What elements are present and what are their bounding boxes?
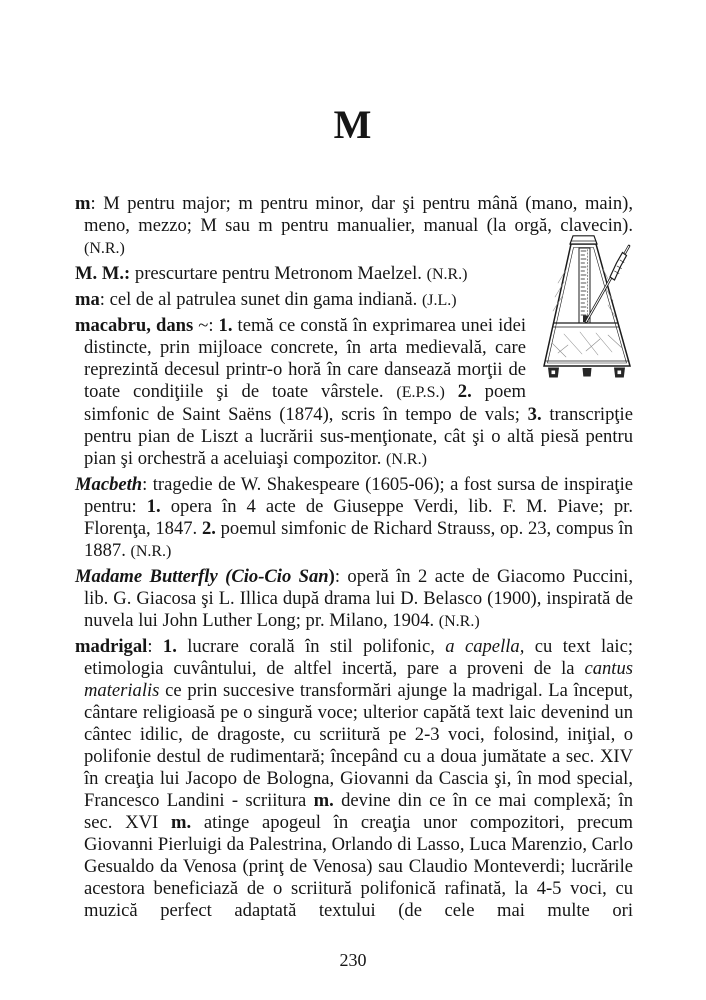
text-run: (N.R.): [130, 543, 172, 560]
entries-rest: [75, 263, 633, 922]
text-run: 1.: [218, 315, 233, 336]
text-run: macabru, dans: [75, 315, 194, 336]
text-run: Macbeth: [75, 474, 143, 495]
metronome-feet: [548, 368, 625, 378]
text-run: (N.R.): [438, 613, 480, 630]
page-content: [75, 193, 633, 922]
text-run: : M pentru major; m pentru minor, dar şi pentru mână (mano, main), meno, mezzo; M sau m pentru manualier, manual (la orgă, clavecin).: [84, 193, 633, 236]
text-run: a capella,: [445, 636, 525, 657]
text-run: 3.: [527, 404, 542, 425]
pendulum-weight: [610, 253, 627, 281]
text-run: lucrare corală în stil polifonic,: [176, 636, 446, 657]
text-run: 2.: [201, 518, 216, 539]
text-run: [445, 381, 458, 402]
text-run: (J.L.): [421, 292, 457, 309]
text-run: m: [75, 193, 91, 214]
text-run: 1.: [162, 636, 177, 657]
text-run: (N.R.): [386, 451, 427, 468]
text-run: M. M.:: [75, 263, 131, 284]
entry-madame-butterfly: [75, 566, 633, 633]
text-run: ): [328, 566, 335, 587]
text-run: cantus materialis: [84, 658, 633, 701]
text-run: ma: [75, 289, 100, 310]
text-run: m.: [170, 812, 192, 833]
text-run: :: [147, 636, 163, 657]
text-run: (N.R.): [84, 240, 125, 257]
text-run: 2.: [457, 381, 472, 402]
text-run: : cel de al patrulea sunet din gama indiană.: [99, 289, 422, 310]
text-run: poemul simfonic de Richard Strauss, op. 23, compus în 1887.: [84, 518, 633, 561]
text-run: 1.: [146, 496, 161, 517]
text-run: ce prin succesive transformări ajunge la madrigal. La început, cântare religioasă pe o singură voce; ulterior capătă text laic devenind un cântec idilic, de dragoste, cu scriitură pe 2-3 voci, folosind, iniţial, o polifonie destul de rudimentară; începând cu a doua jumătate a sec. XIV în creaţia lui Jacopo de Bologna, Giovanni da Cascia şi, în mod special, Francesco Landini - scriitura: [84, 680, 633, 811]
text-run: ~:: [193, 315, 219, 336]
text-run: prescurtare pentru Metronom Maelzel.: [130, 263, 427, 284]
text-run: (E.P.S.): [396, 384, 445, 401]
text-run: : tragedie de W. Shakespeare (1605-06); a fost sursa de inspiraţie pentru:: [84, 474, 633, 517]
section-letter-heading: M: [333, 102, 373, 147]
metronome-figure: [542, 235, 633, 380]
entry-macbeth: [75, 474, 633, 563]
entry-madrigal: [75, 636, 633, 922]
text-run: (N.R.): [426, 266, 468, 283]
metronome-illustration: [542, 235, 633, 380]
text-run: madrigal: [75, 636, 148, 657]
text-run: devine din ce în ce mai complexă; în sec. XVI: [84, 790, 633, 833]
text-run: m.: [313, 790, 334, 811]
text-run: : operă în 2 acte de Giacomo Puccini, lib. G. Giacosa şi L. Illica după drama lui D. Belasco (1900), inspirată de nuvela lui John Luther Long; pr. Milano, 1904.: [84, 566, 633, 631]
text-run: Madame Butterfly (Cio-Cio San: [75, 566, 329, 587]
metronome-cap: [570, 236, 597, 244]
text-run: cu text laic; etimologia cuvântului, de altfel incertă, pare a proveni de la: [84, 636, 633, 679]
text-run: transcripţie pentru pian de Liszt a lucrării sus-menţionate, cât şi o altă piesă pentru pian şi orchestră a aceluiaşi compozitor.: [84, 404, 633, 469]
text-run: opera în 4 acte de Giuseppe Verdi, lib. F. M. Piave; pr. Florenţa, 1847.: [84, 496, 633, 539]
text-run: atinge apogeul în creaţia unor compozitori, precum Giovanni Pierluigi da Palestrina, Orlando di Lasso, Luca Marenzio, Carlo Gesualdo da Venosa (prinţ de Venosa) sau Claudio Monteverdi; lucrările acestora beneficiază de o scriitură polifonică rafinată, la 4-5 voci, cu muzică perfect adaptată textului (de cele mai multe ori: [84, 812, 633, 921]
page-number: 230: [339, 950, 367, 970]
text-run: temă ce constă în exprimarea unei idei distincte, prin mijloace concrete, în arta medievală, care reprezintă decesul printr-o horă în care dansează morţii de toate condiţiile şi de toate vârstele.: [84, 315, 526, 402]
text-run: poem simfonic de Saint Saëns (1874), scris în tempo de vals;: [84, 381, 528, 425]
